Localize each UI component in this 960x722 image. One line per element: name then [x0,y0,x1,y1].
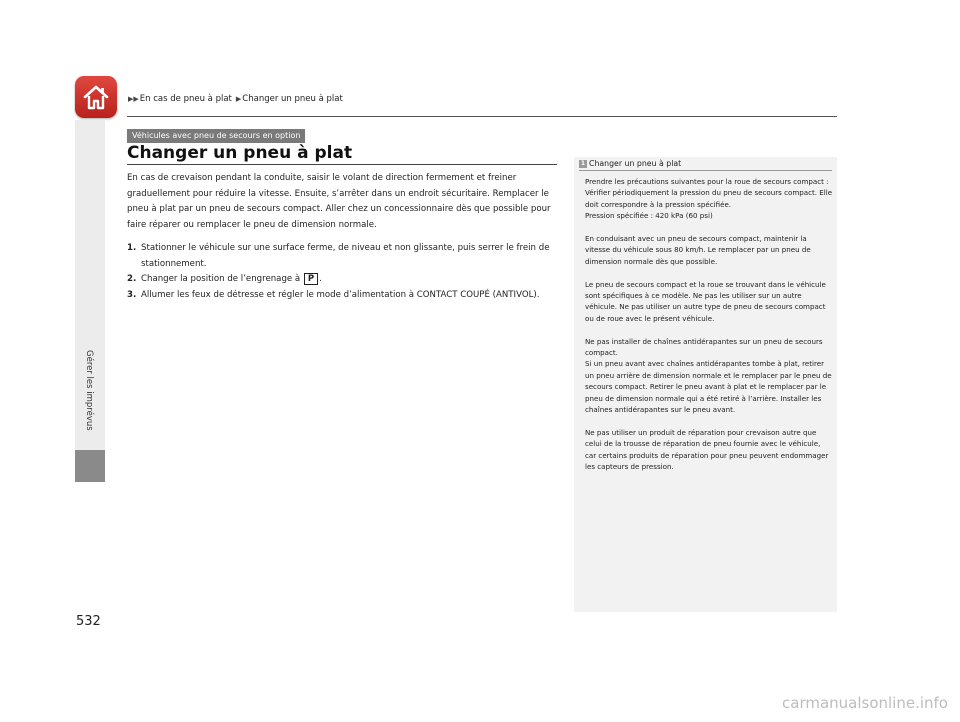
chapter-tab-marker[interactable] [75,450,105,482]
breadcrumb-arrow-icon: ▶▶ [128,95,139,103]
sidebar-paragraph: Le pneu de secours compact et la roue se trouvant dans le véhicule sont spécifiques à ce modèle. Ne pas les utiliser sur un autre véhicule. Ne pas utiliser un autre type de pneu de secours compact ou de roue avec le présent véhicule. [585,279,826,323]
step-number: 1. [127,243,137,253]
sidebar-title: Changer un pneu à plat [589,159,682,168]
sidebar-paragraph [585,336,833,416]
note-number-icon: 1 [580,159,586,167]
sidebar-line: Ne pas installer de chaînes antidérapantes sur un pneu de secours compact. [585,336,823,358]
step-item [127,272,559,288]
step-item [127,241,559,272]
step-text: Allumer les feux de détresse et régler le mode d’alimentation à CONTACT COUPÉ (ANTIVOL). [141,290,540,301]
sidebar-body [585,176,833,484]
page-number: 532 [76,614,101,629]
sidebar-paragraph: Ne pas utiliser un produit de réparation pour crevaison autre que celui de la trousse de réparation de pneu fournie avec le véhicule, car certains produits de réparation pour pneu peuvent endommager les capteurs de pression. [585,427,829,472]
breadcrumb [128,94,343,104]
breadcrumb-link-flat-tire[interactable]: En cas de pneu à plat [139,94,232,104]
sidebar-note [574,157,837,612]
sidebar-paragraph [585,176,833,222]
home-icon [81,83,111,111]
step-text-after: . [319,274,322,285]
step-text: Stationner le véhicule sur une surface ferme, de niveau et non glissante, puis serrer le frein de stationnement. [141,243,550,269]
title-divider [127,164,557,165]
breadcrumb-current: Changer un pneu à plat [242,94,343,104]
header-divider [127,116,837,117]
breadcrumb-arrow-icon: ▶ [235,95,242,103]
step-number: 3. [127,290,137,301]
sidebar-divider [579,170,832,171]
step-item [127,288,559,304]
step-text-before: Changer la position de l’engrenage à [141,274,303,285]
gear-p-icon: P [304,273,318,285]
sidebar-line: Prendre les précautions suivantes pour la roue de secours compact : [585,177,829,186]
sidebar-line: Si un pneu avant avec chaînes antidérapantes tombe à plat, retirer un pneu arrière de dimension normale et le remplacer par le pneu de secours compact. Retirer le pneu avant à plat et le remplacer par le pneu de dimension normale qui a été retiré à l’arrière. Installer les chaînes antidérapantes sur le pneu avant. [585,359,832,415]
steps-list [127,241,559,304]
intro-paragraph: En cas de crevaison pendant la conduite, saisir le volant de direction fermement et freiner graduellement pour réduire la vitesse. Ensuite, s’arrêter dans un endroit sécuritaire. Remplacer le pneu à plat par un pneu de secours compact. Aller chez un concessionnaire dès que possible pour faire réparer ou remplacer le pneu de dimension normale. [127,173,551,231]
step-text [141,272,559,288]
sidebar-line: Pression spécifiée : 420 kPa (60 psi) [585,211,713,221]
sidebar-header [579,159,681,168]
sidebar-paragraph: En conduisant avec un pneu de secours compact, maintenir la vitesse du véhicule sous 80 km/h. Le remplacer par un pneu de dimension normale dès que possible. [585,234,811,266]
page-title: Changer un pneu à plat [127,143,353,163]
sidebar-line: Vérifier périodiquement la pression du pneu de secours compact. Elle doit correspondre à la pression spécifiée. [585,188,833,209]
watermark: carmanualsonline.info [782,694,948,712]
step-number: 2. [127,274,137,285]
chapter-tab-label: Gérer les imprévus [84,350,94,431]
home-button[interactable] [75,76,117,118]
vehicle-variant-badge: Véhicules avec pneu de secours en option [127,129,305,143]
